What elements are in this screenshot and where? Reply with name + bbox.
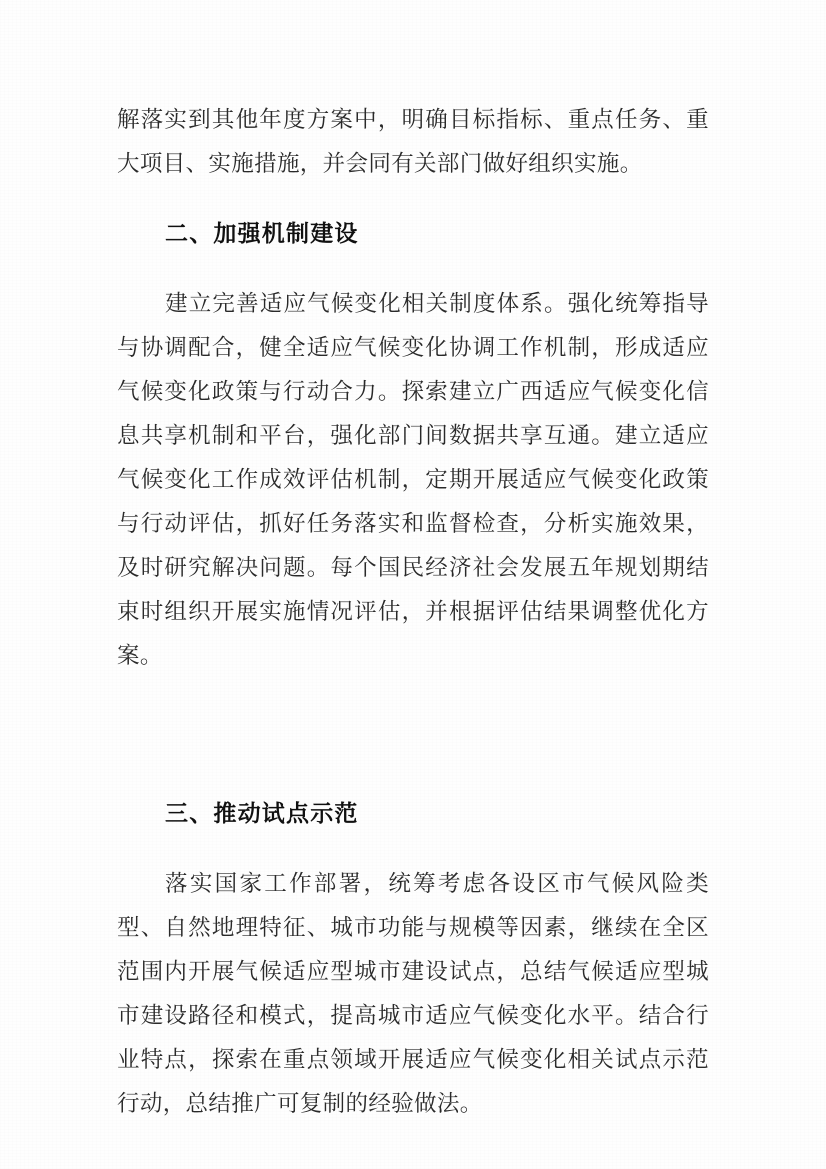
paragraph-continuation-top: 解落实到其他年度方案中，明确目标指标、重点任务、重大项目、实施措施，并会同有关部门做好组织实施。 bbox=[117, 107, 709, 177]
spacer-after-heading-three bbox=[117, 836, 709, 862]
spacer-after-heading-two bbox=[117, 256, 709, 282]
heading-section-three: 三、推动试点示范 bbox=[165, 801, 359, 827]
spacer-before-heading-two bbox=[117, 186, 709, 212]
spacer-before-heading-three bbox=[117, 678, 709, 792]
heading-section-two: 二、加强机制建设 bbox=[165, 221, 359, 247]
document-text-column bbox=[117, 98, 709, 1126]
paragraph-section-three-body: 落实国家工作部署，统筹考虑各设区市气候风险类型、自然地理特征、城市功能与规模等因素，继续在全区范围内开展气候适应型城市建设试点，总结气候适应型城市建设路径和模式，提高城市适应气候变化水平。结合行业特点，探索在重点领域开展适应气候变化相关试点示范行动，总结推广可复制的经验做法。 bbox=[117, 871, 709, 1117]
paragraph-section-two-body: 建立完善适应气候变化相关制度体系。强化统筹指导与协调配合，健全适应气候变化协调工作机制，形成适应气候变化政策与行动合力。探索建立广西适应气候变化信息共享机制和平台，强化部门间数据共享互通。建立适应气候变化工作成效评估机制，定期开展适应气候变化政策与行动评估，抓好任务落实和监督检查，分析实施效果，及时研究解决问题。每个国民经济社会发展五年规划期结束时组织开展实施情况评估，并根据评估结果调整优化方案。 bbox=[117, 291, 709, 669]
